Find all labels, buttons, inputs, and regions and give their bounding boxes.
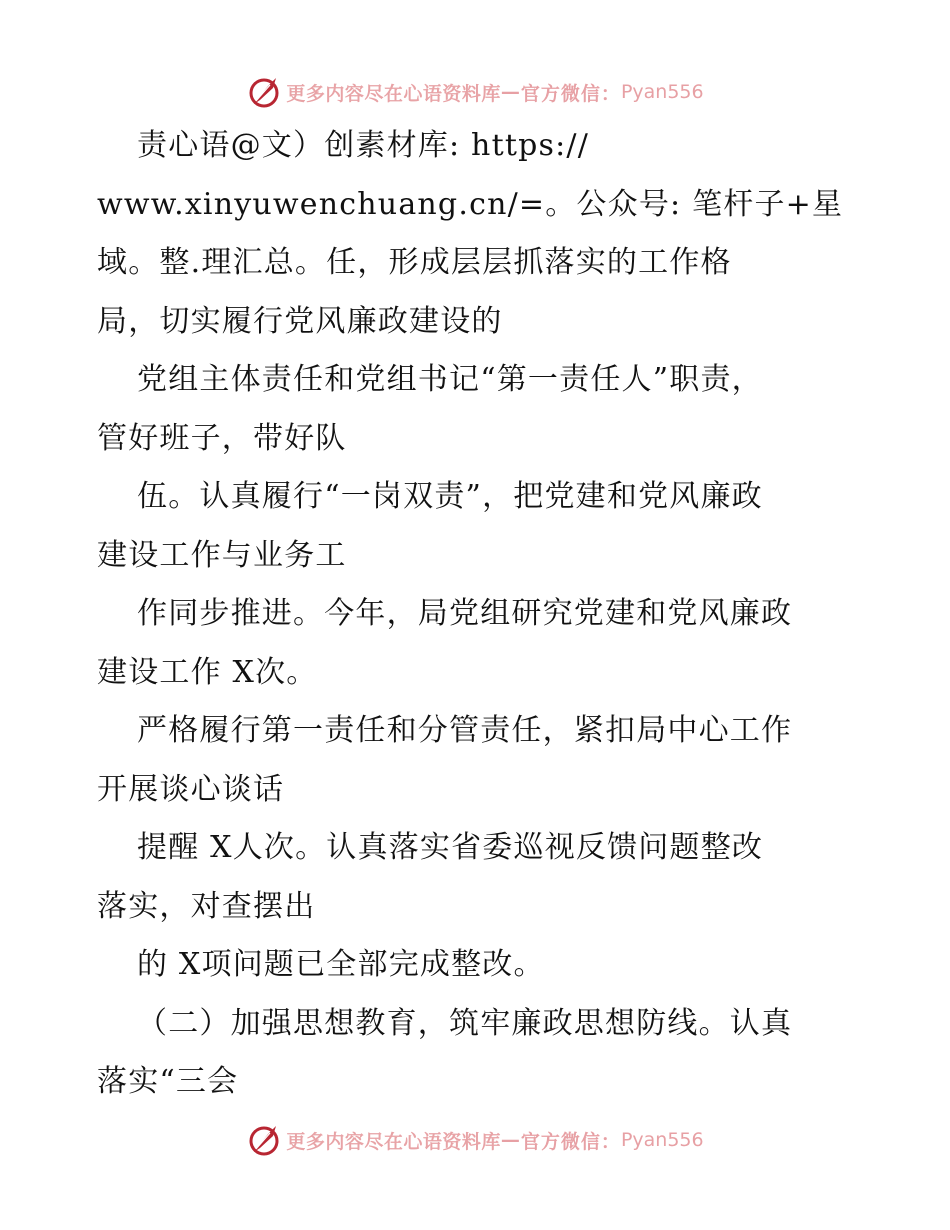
text-line: （二）加强思想教育，筑牢廉政思想防线。认真 xyxy=(137,1005,793,1041)
text-line: 伍。认真履行“一岗双责”，把党建和党风廉政 xyxy=(137,479,763,514)
banner-dash: — xyxy=(500,81,521,103)
text-line: 严格履行第一责任和分管责任，紧扣局中心工作 xyxy=(137,713,793,748)
banner-main-text: 更多内容尽在心语资料库 xyxy=(286,1130,501,1153)
text-line: 的 X项问题已全部完成整改。 xyxy=(137,947,545,982)
text-line: 管好班子，带好队 xyxy=(97,420,347,456)
text-line: 落实“三会 xyxy=(97,1064,239,1099)
text-line: 开展谈心谈话 xyxy=(97,771,285,807)
banner-account-label: 官方微信： xyxy=(520,82,621,105)
banner-dash: — xyxy=(500,1129,521,1151)
footer-watermark-banner xyxy=(0,1120,950,1160)
text-line: 落实，对查摆出 xyxy=(97,888,316,924)
text-line: 建设工作 X次。 xyxy=(97,654,318,690)
text-line: 局，切实履行党风廉政建设的 xyxy=(97,303,503,339)
banner-account-id: Pyan556 xyxy=(620,81,704,103)
header-watermark-banner xyxy=(0,72,950,112)
text-line: 责心语@文）创素材库: https:// xyxy=(137,128,589,163)
text-line: 建设工作与业务工 xyxy=(97,537,347,573)
text-line: 域。整.理汇总。任，形成层层抓落实的工作格 xyxy=(97,245,732,280)
text-line: www.xinyuwenchuang.cn/=。公众号: 笔杆子+星 xyxy=(97,186,844,222)
quill-logo-icon xyxy=(246,1122,282,1158)
banner-account-id: Pyan556 xyxy=(620,1129,704,1151)
text-line: 作同步推进。今年，局党组研究党建和党风廉政 xyxy=(137,596,793,631)
banner-account-label: 官方微信： xyxy=(520,1130,621,1153)
text-line: 党组主体责任和党组书记“第一责任人”职责， xyxy=(137,362,763,397)
banner-main-text: 更多内容尽在心语资料库 xyxy=(286,82,501,105)
quill-logo-icon xyxy=(246,74,282,110)
text-line: 提醒 X人次。认真落实省委巡视反馈问题整改 xyxy=(137,830,764,865)
document-body xyxy=(97,117,867,1112)
